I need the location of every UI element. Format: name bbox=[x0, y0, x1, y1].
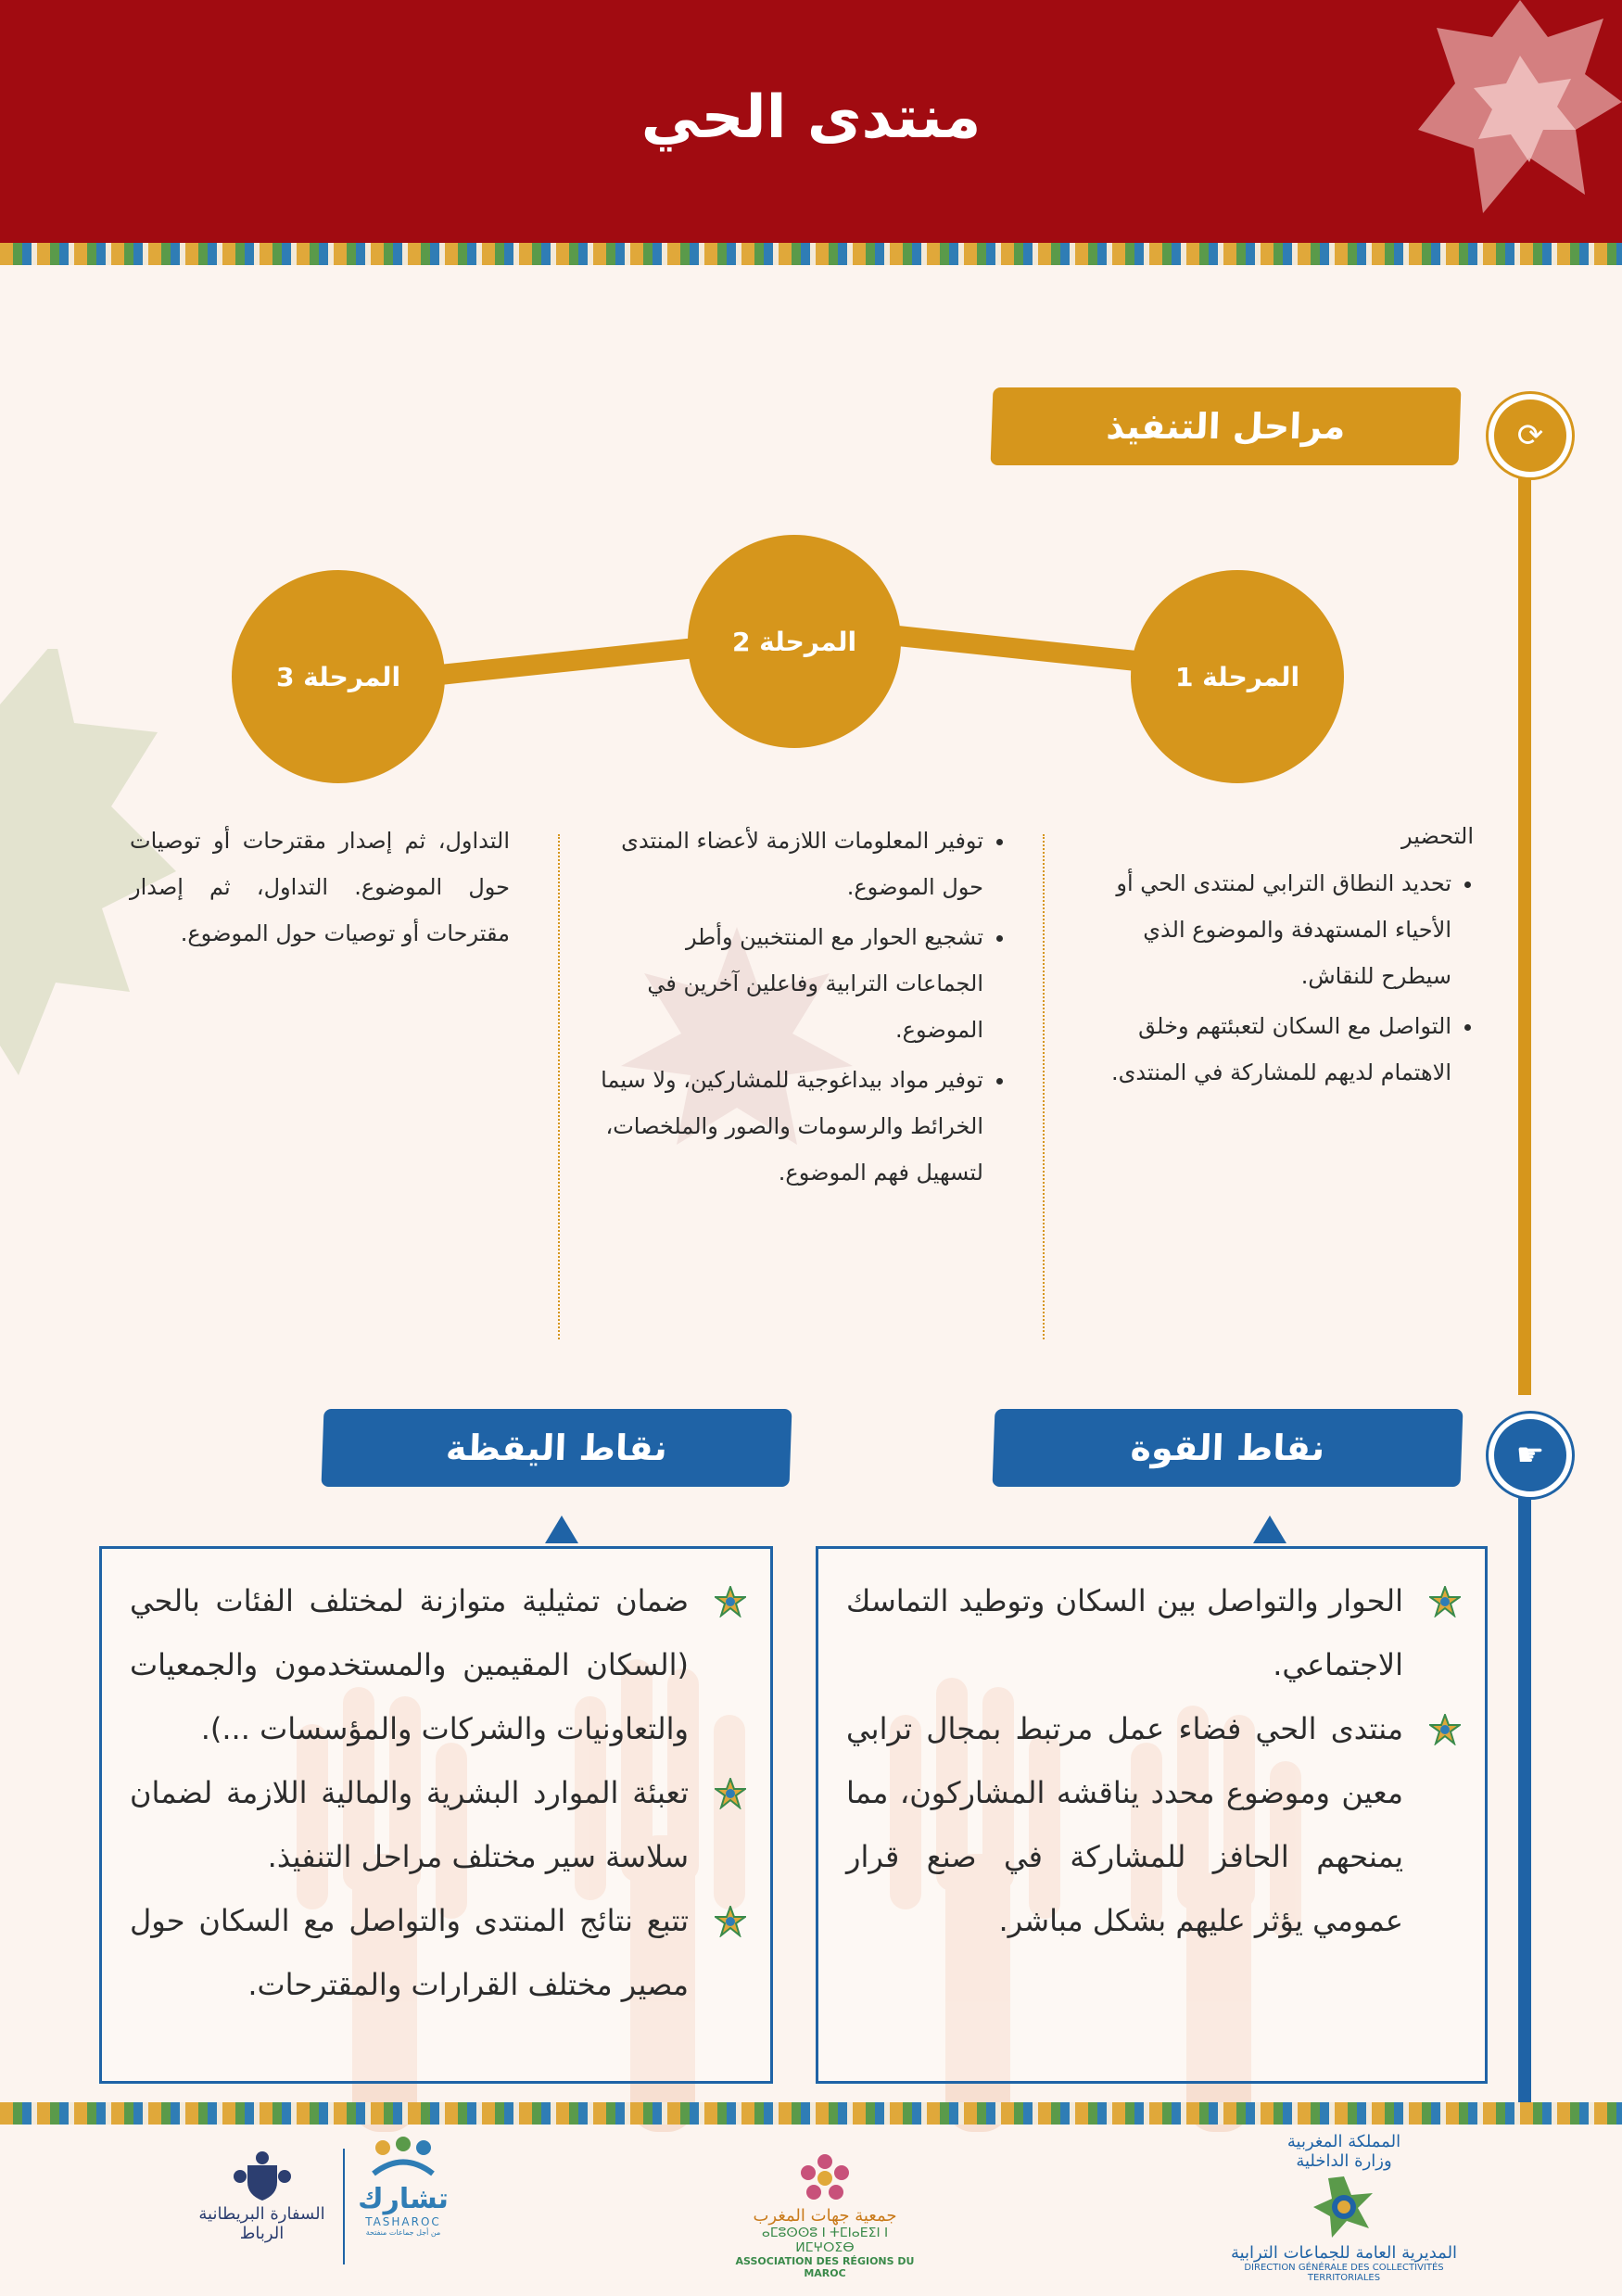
phase-2-details bbox=[598, 818, 1006, 1199]
vigilance-banner: نقاط اليقظة bbox=[322, 1409, 792, 1487]
phase-1-details bbox=[1075, 812, 1474, 1099]
ministry-emblem-icon bbox=[1312, 2175, 1376, 2239]
royal-coat-of-arms-icon bbox=[233, 2149, 292, 2204]
phase-1-item: • تحديد النطاق الترابي لمنتدى الحي أو الأحياء المستهدفة والموضوع الذي سيطرح للنقاش. bbox=[1075, 860, 1451, 999]
strength-item: منتدى الحي فضاء عمل مرتبط بمجال ترابي معين وموضوع محدد يناقشه المشاركون، مما يمنحهم الحافز للمشاركة في صنع قرار عمومي يؤثر عليهم بشكل مباشر. bbox=[846, 1697, 1461, 1953]
pointing-hand-icon: ☛ bbox=[1489, 1414, 1572, 1497]
association-logo: جمعية جهات المغرب ⴰⵎⵓⵙⵙⵓ ⵏ ⵜⵎⵏⴰⴹⵉⵏ ⵏ ⵍⵎⵖⵔⵉⴱ ASSOCIATION DES RÉGIONS DU MAROC bbox=[732, 2150, 918, 2279]
star-bullet-icon bbox=[715, 1778, 746, 1809]
bottom-ornament-band bbox=[0, 2102, 1622, 2125]
vigilance-box bbox=[99, 1546, 773, 2084]
phase-2-item: • تشجيع الحوار مع المنتخبين وأطر الجماعات الترابية وفاعلين آخرين في الموضوع. bbox=[598, 914, 983, 1053]
logo-separator bbox=[343, 2149, 345, 2264]
phase-2-item: • توفير مواد بيداغوجية للمشاركين، ولا سيما الخرائط والرسومات والصور والملخصات، لتسهيل فهم الموضوع. bbox=[598, 1057, 983, 1196]
tasharoc-people-icon bbox=[366, 2137, 440, 2183]
strengths-banner: نقاط القوة bbox=[993, 1409, 1464, 1487]
execution-phases-banner: مراحل التنفيذ bbox=[991, 387, 1462, 465]
phase-2-item: • توفير المعلومات اللازمة لأعضاء المنتدى حول الموضوع. bbox=[598, 818, 983, 910]
phase-1-item: • التواصل مع السكان لتعبئتهم وخلق الاهتمام لديهم للمشاركة في المنتدى. bbox=[1075, 1003, 1451, 1096]
phase-1-heading: التحضير bbox=[1400, 823, 1474, 849]
tasharoc-logo: تشارك TASHAROC من أجل جماعات منفتحة bbox=[352, 2137, 454, 2237]
timeline-line-blue bbox=[1518, 1483, 1531, 2109]
ministry-logo: المملكة المغربية وزارة الداخلية المديرية العامة للجماعات الترابية DIRECTION GÉNÉRALE DES COLLECTIVITÉS TERRITORIALES bbox=[1230, 2132, 1458, 2283]
phase-2-circle: المرحلة 2 bbox=[688, 535, 901, 748]
phase-divider bbox=[558, 834, 560, 1339]
strength-item: الحوار والتواصل بين السكان وتوطيد التماسك الاجتماعي. bbox=[846, 1569, 1461, 1697]
association-flower-icon bbox=[797, 2150, 853, 2206]
embassy-logo: السفارة البريطانية الرباط bbox=[185, 2149, 338, 2243]
phase-3-circle: المرحلة 3 bbox=[232, 570, 445, 783]
phase-divider bbox=[1043, 834, 1045, 1339]
top-ornament-band bbox=[0, 243, 1622, 265]
page-title: منتدى الحي bbox=[640, 83, 982, 152]
phase-1-circle: المرحلة 1 bbox=[1131, 570, 1344, 783]
vigilance-item: تتبع نتائج المنتدى والتواصل مع السكان حول مصير مختلف القرارات والمقترحات. bbox=[130, 1889, 746, 2017]
star-bullet-icon bbox=[715, 1586, 746, 1617]
vigilance-pointer bbox=[545, 1516, 578, 1543]
strengths-box bbox=[816, 1546, 1488, 2084]
star-bullet-icon bbox=[715, 1906, 746, 1937]
star-bullet-icon bbox=[1429, 1586, 1461, 1617]
timeline-line-gold bbox=[1518, 468, 1531, 1395]
vigilance-item: ضمان تمثيلية متوازنة لمختلف الفئات بالحي (السكان المقيمين والمستخدمون والجمعيات والتعاونيات والشركات والمؤسسات ...). bbox=[130, 1569, 746, 1761]
star-bullet-icon bbox=[1429, 1714, 1461, 1745]
strengths-pointer bbox=[1253, 1516, 1286, 1543]
cycle-icon: ⟳ bbox=[1489, 394, 1572, 477]
vigilance-item: تعبئة الموارد البشرية والمالية اللازمة لضمان سلاسة سير مختلف مراحل التنفيذ. bbox=[130, 1761, 746, 1889]
phase-3-details: التداول، ثم إصدار مقترحات أو توصيات حول الموضوع. التداول، ثم إصدار مقترحات أو توصيات حول الموضوع. bbox=[130, 828, 510, 946]
